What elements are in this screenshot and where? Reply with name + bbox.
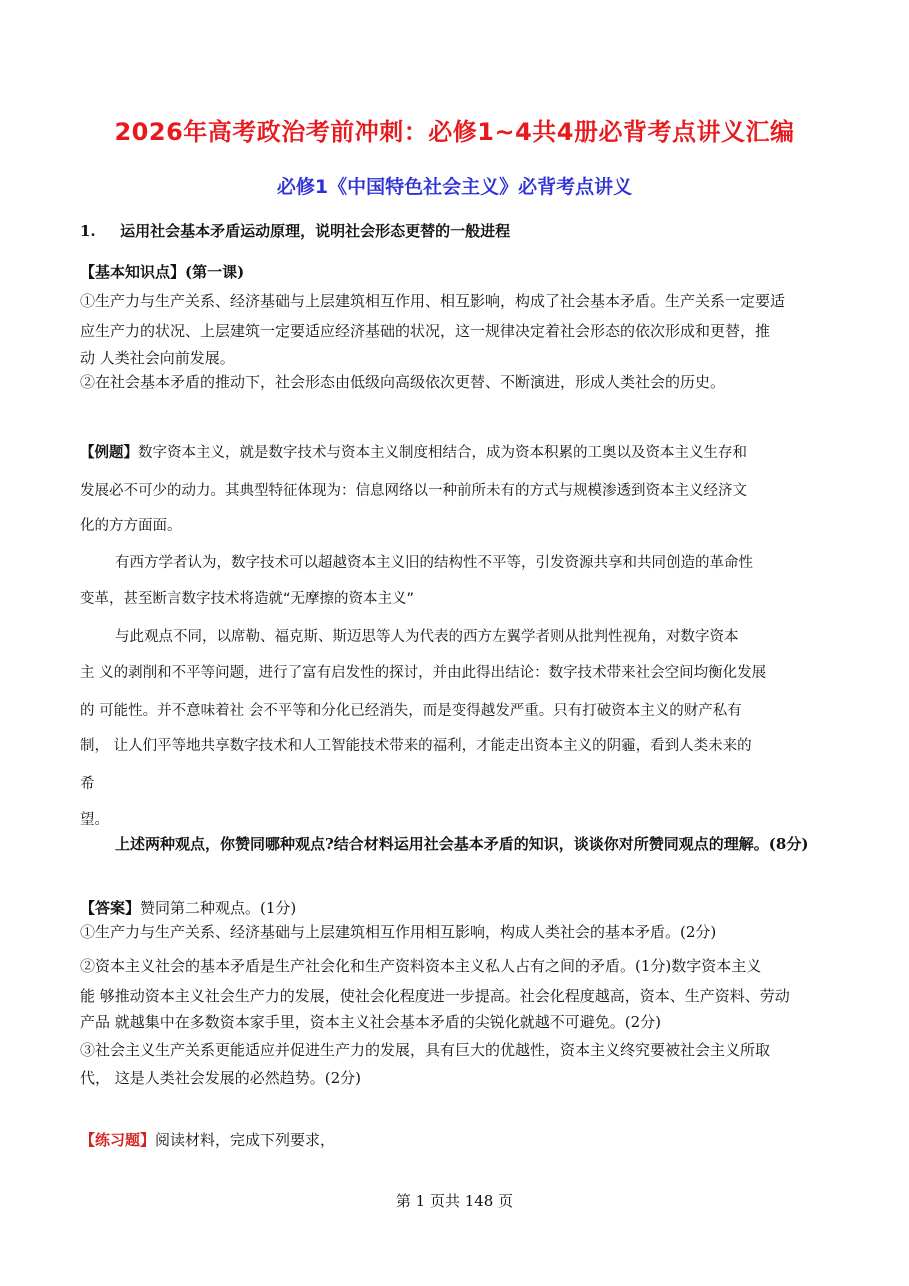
- practice-label: 【练习题】: [80, 1131, 156, 1149]
- example-line: 【例题】数字资本主义，就是数字技术与资本主义制度相结合，成为资本积累的工奥以及资本主义生存和: [80, 444, 747, 461]
- practice-line: [80, 1128, 335, 1152]
- section-subtitle: 必修1《中国特色社会主义》必背考点讲义: [276, 176, 633, 198]
- knowledge-line: ②在社会基本矛盾的推动下，社会形态由低级向高级依次更替、不断演进，形成人类社会的历史。: [80, 373, 726, 391]
- knowledge-line: ①生产力与生产关系、经济基础与上层建筑相互作用、相互影响，构成了社会基本矛盾。生产关系一定要适: [80, 292, 786, 310]
- example-line: 发展必不可少的动力。其典型特征体现为：信息网络以一种前所未有的方式与规模渗透到资本主义经济文: [80, 483, 747, 499]
- example-question: 上述两种观点，你赞同哪种观点?结合材料运用社会基本矛盾的知识，谈谈你对所赞同观点的理解。(8分): [115, 835, 809, 853]
- answer-line: ②资本主义社会的基本矛盾是生产社会化和生产资料资本主义私人占有之间的矛盾。(1分)数字资本主义: [80, 957, 762, 975]
- question-text: 运用社会基本矛盾运动原理，说明社会形态更替的一般进程: [120, 222, 511, 240]
- answer-line: 【答案】赞同第二种观点。(1分): [80, 899, 297, 917]
- page-footer: 第 1 页共 148 页: [395, 1192, 514, 1210]
- answer-label: 【答案】: [80, 899, 141, 917]
- knowledge-label: 【基本知识点】: [80, 263, 186, 281]
- example-line: 主 义的剥削和不平等问题，进行了富有启发性的探讨，并由此得出结论：数字技术带来社会空间均衡化发展: [80, 665, 767, 681]
- example-line: 化的方方面面。: [80, 518, 182, 534]
- question-number: 1.: [80, 222, 96, 240]
- example-line: 望。: [80, 812, 109, 828]
- example-line: 希: [80, 776, 95, 792]
- example-line: 与此观点不同，以席勒、福克斯、斯迈思等人为代表的西方左翼学者则从批判性视角，对数字资本: [115, 629, 739, 645]
- answer-line: 代， 这是人类社会发展的必然趋势。(2分): [80, 1069, 362, 1087]
- answer-line: 产品 就越集中在多数资本家手里，资本主义社会基本矛盾的尖锐化就越不可避免。(2分): [80, 1013, 662, 1031]
- example-line: 变革，甚至断言数字技术将造就“无摩擦的资本主义”: [80, 591, 415, 607]
- document-title: 2026年高考政治考前冲刺：必修1~4共4册必背考点讲义汇编: [114, 118, 795, 146]
- answer-line: 能 够推动资本主义社会生产力的发展，使社会化程度进一步提高。社会化程度越高，资本、生产资料、劳动: [80, 987, 790, 1005]
- answer-line: ①生产力与生产关系、经济基础与上层建筑相互作用相互影响，构成人类社会的基本矛盾。(2分): [80, 923, 717, 941]
- example-line: 的 可能性。并不意味着社 会不平等和分化已经消失，而是变得越发严重。只有打破资本主义的财产私有: [80, 703, 742, 719]
- practice-text: 阅读材料，完成下列要求，: [155, 1131, 336, 1149]
- knowledge-line: 动 人类社会向前发展。: [80, 349, 235, 367]
- example-line: 制， 让人们平等地共享数字技术和人工智能技术带来的福利，才能走出资本主义的阴霾，看到人类未来的: [80, 738, 752, 754]
- example-line: 有西方学者认为，数字技术可以超越资本主义旧的结构性不平等，引发资源共享和共同创造的革命性: [115, 555, 753, 571]
- question-heading: [80, 220, 510, 241]
- knowledge-heading: [80, 260, 244, 284]
- knowledge-line: 应生产力的状况、上层建筑一定要适应经济基础的状况，这一规律决定着社会形态的依次形成和更替，推: [80, 322, 771, 340]
- example-label: 【例题】: [80, 444, 138, 461]
- knowledge-lesson: (第一课): [185, 263, 245, 281]
- answer-line: ③社会主义生产关系更能适应并促进生产力的发展，具有巨大的优越性，资本主义终究要被社会主义所取: [80, 1041, 771, 1059]
